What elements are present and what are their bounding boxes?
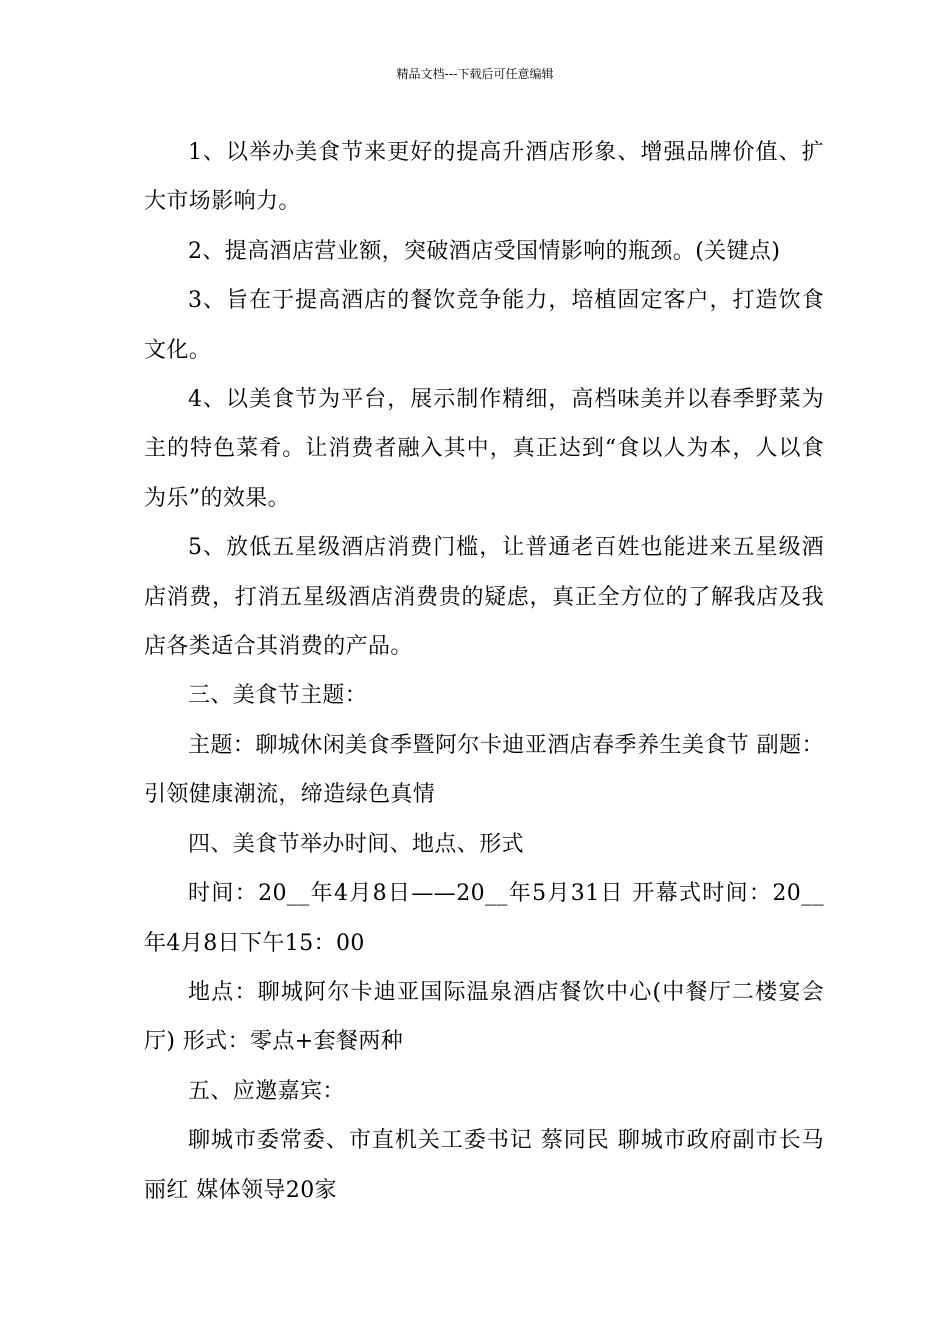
paragraph-goal-2: 2、提高酒店营业额，突破酒店受国情影响的瓶颈。(关键点): [188, 238, 781, 264]
paragraph-guests: 聊城市委常委、市直机关工委书记 蔡同民 聊城市政府副市长马丽红 媒体领导20家: [144, 1128, 824, 1203]
paragraph-goal-4: 4、以美食节为平台，展示制作精细，高档味美并以春季野菜为主的特色菜肴。让消费者融入其中，真正达到“食以人为本，人以食为乐”的效果。: [144, 387, 824, 511]
paragraph-goal-1: 1、以举办美食节来更好的提高升酒店形象、增强品牌价值、扩大市场影响力。: [144, 140, 824, 215]
paragraph-location: 地点：聊城阿尔卡迪亚国际温泉酒店餐饮中心(中餐厅二楼宴会厅) 形式：零点+套餐两种: [144, 979, 824, 1055]
section-heading-schedule: 四、美食节举办时间、地点、形式: [188, 831, 525, 857]
paragraph-time: 时间：20__年4月8日——20__年5月31日 开幕式时间：20__年4月8日下午15：00: [144, 881, 824, 956]
section-heading-guests: 五、应邀嘉宾：: [188, 1078, 345, 1104]
page-header: 精品文档---下载后可任意编辑: [396, 67, 554, 81]
document-body: [144, 128, 824, 1215]
section-heading-theme: 三、美食节主题：: [188, 683, 368, 709]
paragraph-goal-5: 5、放低五星级酒店消费门槛，让普通老百姓也能进来五星级酒店消费，打消五星级酒店消费贵的疑虑，真正全方位的了解我店及我店各类适合其消费的产品。: [144, 535, 824, 660]
paragraph-goal-3: 3、旨在于提高酒店的餐饮竞争能力，培植固定客户，打造饮食文化。: [144, 288, 824, 363]
paragraph-theme: 主题：聊城休闲美食季暨阿尔卡迪亚酒店春季养生美食节 副题：引领健康潮流，缔造绿色真情: [144, 732, 824, 808]
